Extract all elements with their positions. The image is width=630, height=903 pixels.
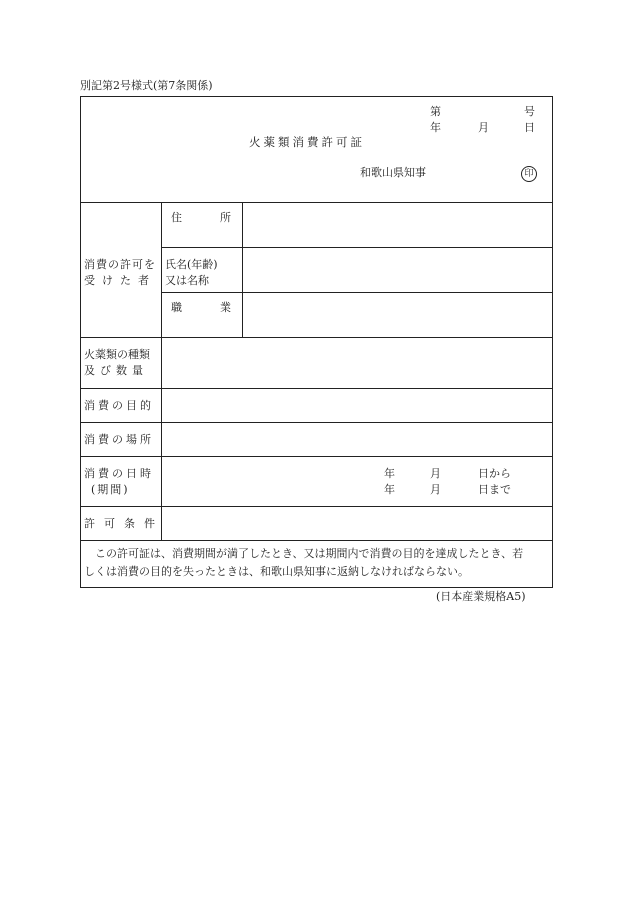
permittee-label-line2: 受けた者 [84,274,156,287]
conditions-label: 許可条件 [84,517,164,530]
from-month: 月 [430,467,441,480]
place-label: 消費の場所 [84,433,154,446]
divider [80,456,552,457]
address-label-1: 住 [171,211,182,224]
datetime-label-line1: 消費の日時 [84,467,154,480]
form-caption: 別記第2号様式(第7条関係) [80,79,213,92]
date-month: 月 [478,121,489,134]
divider [161,292,552,293]
number-go: 号 [524,105,535,118]
date-day: 日 [524,121,535,134]
explosive-type-label-line1: 火薬類の種類 [84,348,150,361]
occupation-label-2: 業 [220,301,231,314]
to-day: 日まで [478,483,511,496]
page-title: 火薬類消費許可証 [249,135,365,149]
to-year: 年 [384,483,395,496]
divider [80,422,552,423]
datetime-label-line2: (期間) [91,483,130,496]
address-label-2: 所 [220,211,231,224]
date-year: 年 [430,121,441,134]
from-year: 年 [384,467,395,480]
divider [80,337,552,338]
divider [242,202,243,337]
permittee-label-line1: 消費の許可を [84,258,156,271]
divider [80,202,552,203]
name-label-line2: 又は名称 [165,274,209,287]
name-label-line1: 氏名(年齢) [165,258,218,271]
to-month: 月 [430,483,441,496]
divider [161,247,552,248]
issuer: 和歌山県知事 [360,166,426,179]
paper-size-note: (日本産業規格A5) [436,590,526,603]
number-dai: 第 [430,105,441,118]
purpose-label: 消費の目的 [84,399,154,412]
return-notice: この許可証は、消費期間が満了したとき、又は期間内で消費の目的を達成したとき、若しくは消費の目的を失ったときは、和歌山県知事に返納しなければならない。 [84,547,524,578]
divider [80,540,552,541]
form-frame [80,96,553,588]
occupation-label-1: 職 [171,301,182,314]
seal: 印 [521,166,537,182]
divider [80,388,552,389]
from-day: 日から [478,467,511,480]
divider [161,202,162,540]
explosive-type-label-line2: 及び数量 [84,364,148,377]
divider [80,506,552,507]
